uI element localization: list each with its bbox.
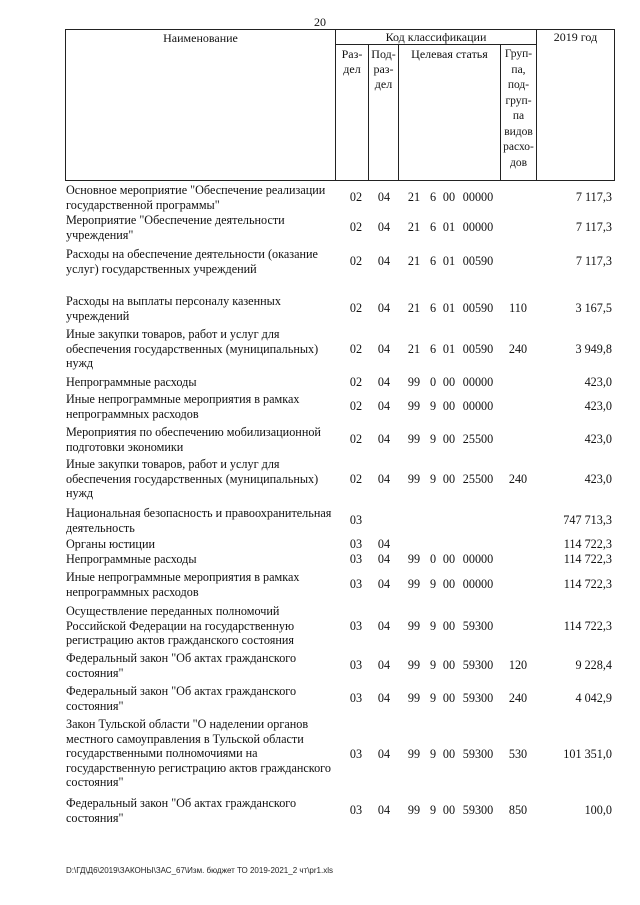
row-code-pr: 04 [377,399,391,413]
row-name: Закон Тульской области "О наделении органов местного самоуправления в Тульской области государственными полномочиями на государственную регистрацию актов гражданского состояния" [66,717,331,789]
row-code-t3: 01 [442,220,456,234]
row-code-t3: 01 [442,301,456,315]
row-code-t1: 99 [407,658,421,672]
row-code-pr: 04 [377,577,391,591]
row-amount: 423,0 [584,432,612,446]
row-name: Национальная безопасность и правоохранительная деятельность [66,506,332,535]
row-code-rz: 02 [349,254,363,268]
table-row [0,247,640,277]
row-name: Иные непрограммные мероприятия в рамках непрограммных расходов [66,392,300,421]
row-code-rz: 02 [349,301,363,315]
header-group: Груп- па, под- груп- па видов расхо- дов [500,44,537,181]
file-path-footer: D:\ГД\Д6\2019\ЗАКОНЫ\ЗАС_67\Изм. бюджет ТО 2019-2021_2 чт\pr1.xls [66,866,333,875]
row-code-rz: 03 [349,747,363,761]
row-code-t3: 00 [442,399,456,413]
row-code-pr: 04 [377,301,391,315]
row-code-t1: 21 [407,190,421,204]
row-code-t1: 21 [407,301,421,315]
header-podrazdel: Под- раз- дел [368,44,399,181]
row-name: Осуществление переданных полномочий Российской Федерации на государственную регистрацию актов гражданского состояния [66,604,295,647]
row-amount: 101 351,0 [563,747,612,761]
row-amount: 423,0 [584,399,612,413]
row-code-rz: 02 [349,399,363,413]
row-code-pr: 04 [377,803,391,817]
row-code-t4: 00000 [462,375,494,389]
row-code-t2: 0 [429,552,437,566]
row-code-t4: 00590 [462,254,494,268]
row-code-rz: 02 [349,472,363,486]
row-code-t2: 9 [429,747,437,761]
row-name: Мероприятия по обеспечению мобилизационной подготовки экономики [66,425,321,454]
row-code-t3: 01 [442,342,456,356]
row-amount: 3 949,8 [575,342,612,356]
row-code-t2: 6 [429,342,437,356]
table-row [0,651,640,681]
row-code-rz: 03 [349,691,363,705]
row-code-t4: 00000 [462,577,494,591]
table-row [0,537,640,552]
table-row [0,717,640,792]
row-code-t4: 59300 [462,619,494,633]
row-code-pr: 04 [377,190,391,204]
row-amount: 7 117,3 [575,190,612,204]
row-amount: 3 167,5 [575,301,612,315]
row-code-t3: 00 [442,658,456,672]
row-code-t3: 00 [442,190,456,204]
row-code-grp: 110 [509,301,527,315]
row-code-t3: 00 [442,803,456,817]
row-code-rz: 02 [349,190,363,204]
row-code-pr: 04 [377,220,391,234]
row-code-grp: 240 [508,691,528,705]
row-name: Иные закупки товаров, работ и услуг для обеспечения государственных (муниципальных) нужд [66,327,319,370]
row-amount: 423,0 [584,472,612,486]
row-code-t4: 00000 [462,399,494,413]
row-amount: 423,0 [584,375,612,389]
row-code-grp: 240 [508,472,528,486]
row-code-t1: 99 [407,399,421,413]
row-code-rz: 02 [349,375,363,389]
header-razdel: Раз- дел [335,44,369,181]
table-row [0,425,640,455]
row-code-t1: 21 [407,220,421,234]
row-code-t2: 9 [429,472,437,486]
table-row [0,183,640,213]
row-code-pr: 04 [377,691,391,705]
row-code-grp: 530 [508,747,528,761]
row-name: Иные закупки товаров, работ и услуг для обеспечения государственных (муниципальных) нужд [66,457,319,500]
row-name: Органы юстиции [66,537,155,551]
row-code-t4: 00000 [462,190,494,204]
row-code-t2: 9 [429,691,437,705]
row-name: Мероприятие "Обеспечение деятельности учреждения" [66,213,285,242]
row-code-t1: 99 [407,577,421,591]
row-code-t2: 9 [429,658,437,672]
row-code-t1: 99 [407,691,421,705]
row-amount: 9 228,4 [575,658,612,672]
row-code-rz: 02 [349,220,363,234]
row-code-t1: 99 [407,803,421,817]
table-row [0,213,640,243]
row-code-t4: 00590 [462,301,494,315]
row-name: Федеральный закон "Об актах гражданского состояния" [66,796,297,825]
page-number: 20 [314,15,326,29]
row-code-pr: 04 [377,432,391,446]
table-row [0,796,640,826]
row-code-pr: 04 [377,619,391,633]
row-code-grp: 850 [508,803,528,817]
row-amount: 114 722,3 [563,619,612,633]
row-code-t4: 59300 [462,803,494,817]
row-code-t1: 99 [407,552,421,566]
row-amount: 4 042,9 [575,691,612,705]
row-code-t2: 9 [429,399,437,413]
row-code-rz: 03 [349,537,363,551]
row-code-t4: 25500 [462,432,494,446]
row-amount: 7 117,3 [575,220,612,234]
row-code-t2: 0 [429,375,437,389]
row-code-t1: 99 [407,472,421,486]
row-code-t3: 00 [442,577,456,591]
row-code-t1: 21 [407,342,421,356]
row-name: Иные непрограммные мероприятия в рамках непрограммных расходов [66,570,300,599]
row-code-pr: 04 [377,537,391,551]
table-row [0,506,640,536]
table-row [0,375,640,390]
table-row [0,604,640,649]
header-name: Наименование [65,29,336,181]
row-code-t3: 00 [442,691,456,705]
table-row [0,684,640,714]
row-code-t2: 9 [429,432,437,446]
row-code-rz: 02 [349,432,363,446]
row-code-t2: 6 [429,254,437,268]
row-code-t4: 00000 [462,220,494,234]
header-year: 2019 год [536,29,615,181]
row-name: Расходы на обеспечение деятельности (оказание услуг) государственных учреждений [66,247,318,276]
row-code-t3: 00 [442,375,456,389]
row-name: Расходы на выплаты персоналу казенных учреждений [66,294,281,323]
row-code-t2: 6 [429,190,437,204]
row-code-t4: 25500 [462,472,494,486]
table-row [0,294,640,324]
row-code-t3: 00 [442,552,456,566]
row-amount: 114 722,3 [563,577,612,591]
row-code-t4: 59300 [462,658,494,672]
header-classification: Код классификации [335,29,537,45]
row-code-pr: 04 [377,472,391,486]
row-amount: 114 722,3 [563,537,612,551]
row-code-t2: 6 [429,220,437,234]
row-name: Непрограммные расходы [66,552,197,566]
row-code-rz: 03 [349,803,363,817]
row-code-pr: 04 [377,552,391,566]
row-code-grp: 240 [508,342,528,356]
row-code-t1: 99 [407,619,421,633]
row-amount: 747 713,3 [563,513,612,527]
row-code-t4: 59300 [462,691,494,705]
row-code-pr: 04 [377,658,391,672]
row-code-t3: 00 [442,619,456,633]
row-code-t1: 21 [407,254,421,268]
row-code-pr: 04 [377,254,391,268]
row-code-pr: 04 [377,375,391,389]
row-code-t4: 59300 [462,747,494,761]
row-code-t1: 99 [407,432,421,446]
row-code-rz: 03 [349,577,363,591]
row-code-t2: 9 [429,577,437,591]
row-name: Федеральный закон "Об актах гражданского состояния" [66,684,297,713]
row-amount: 114 722,3 [563,552,612,566]
row-amount: 100,0 [584,803,612,817]
row-code-grp: 120 [508,658,528,672]
row-code-rz: 03 [349,619,363,633]
row-code-rz: 02 [349,342,363,356]
row-code-rz: 03 [349,513,363,527]
row-name: Федеральный закон "Об актах гражданского состояния" [66,651,297,680]
row-code-pr: 04 [377,747,391,761]
row-code-t4: 00590 [462,342,494,356]
row-code-t2: 6 [429,301,437,315]
row-code-t1: 99 [407,747,421,761]
row-code-t2: 9 [429,619,437,633]
row-code-t4: 00000 [462,552,494,566]
row-amount: 7 117,3 [575,254,612,268]
table-row [0,552,640,567]
row-code-t3: 00 [442,432,456,446]
header-target: Целевая статья [398,44,501,181]
table-row [0,327,640,372]
row-code-rz: 03 [349,658,363,672]
row-code-t3: 01 [442,254,456,268]
row-name: Непрограммные расходы [66,375,197,389]
row-code-t2: 9 [429,803,437,817]
row-code-t3: 00 [442,747,456,761]
row-name: Основное мероприятие "Обеспечение реализации государственной программы" [66,183,326,212]
row-code-pr: 04 [377,342,391,356]
table-row [0,457,640,502]
row-code-t3: 00 [442,472,456,486]
table-row [0,392,640,422]
table-row [0,570,640,600]
row-code-t1: 99 [407,375,421,389]
row-code-rz: 03 [349,552,363,566]
